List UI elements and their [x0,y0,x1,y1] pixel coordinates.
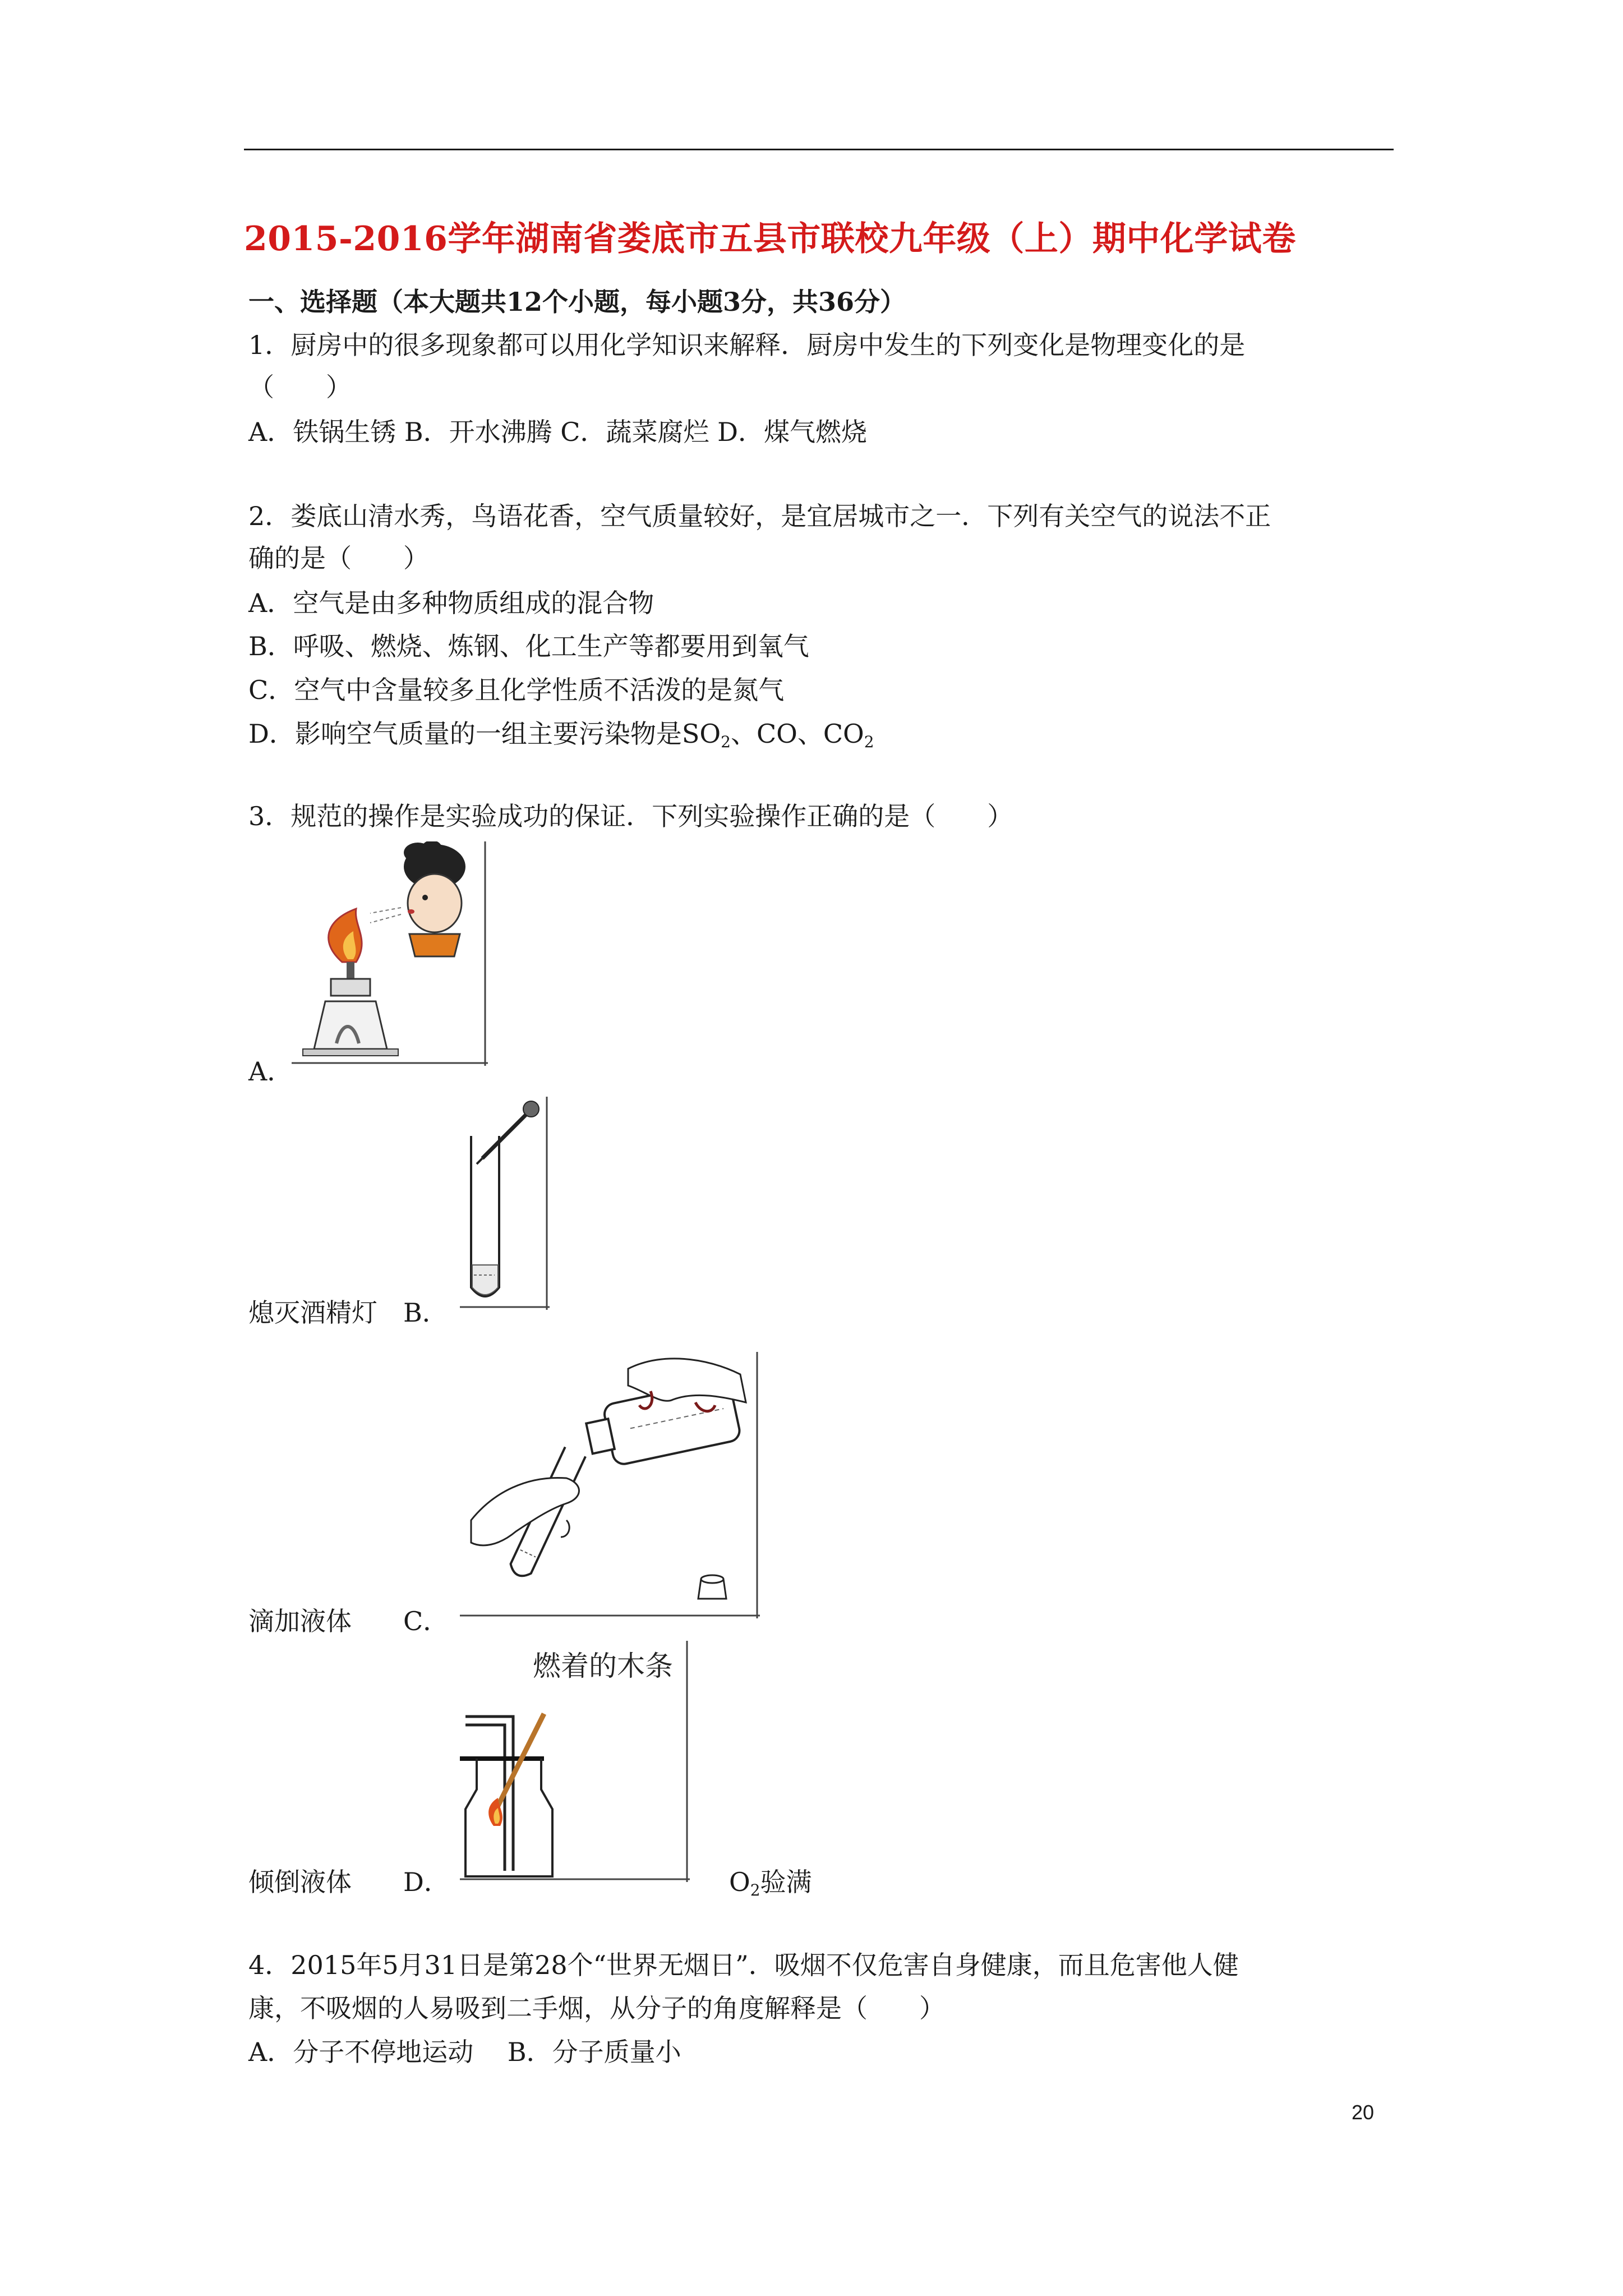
q3-caption-b: 滴加液体 [248,1606,352,1636]
q3-stem: 3．规范的操作是实验成功的保证．下列实验操作正确的是（ ） [248,801,1013,831]
q3-caption-a: 熄灭酒精灯 [248,1297,377,1328]
q1-stem-line1: 1．厨房中的很多现象都可以用化学知识来解释．厨房中发生的下列变化是物理变化的是 [248,330,1246,360]
q3-option-b-label: B． [403,1297,448,1328]
q2-stem-line1: 2．娄底山清水秀，鸟语花香，空气质量较好，是宜居城市之一．下列有关空气的说法不正 [248,501,1271,531]
q2-option-d [248,717,874,759]
q3-caption-d-sub: 2 [750,1881,760,1899]
q2-stem-line2: 确的是（ ） [248,543,429,573]
figure-a-blowing-lamp [292,841,488,1066]
q2-option-b: B．呼吸、燃烧、炼钢、化工生产等都要用到氧气 [248,631,809,661]
q3-option-d-label: D． [403,1867,450,1897]
q3-option-a-label: A． [248,1056,293,1087]
q3-caption-d-prefix: O [729,1867,750,1897]
header-rule [244,149,1394,150]
figure-b-dropping-liquid [460,1097,550,1310]
q3-caption-d-suffix: 验满 [760,1867,812,1897]
q1-stem-line2: （ ） [248,372,352,402]
q2-option-d-sub2: 2 [864,733,874,751]
q2-option-d-prefix: D．影响空气质量的一组主要污染物是SO [248,719,721,749]
q3-caption-d [729,1865,812,1907]
q2-option-c: C．空气中含量较多且化学性质不活泼的是氮气 [248,675,785,705]
q4-stem-line2: 康，不吸烟的人易吸到二手烟，从分子的角度解释是（ ） [248,1993,945,2023]
figure-d-label: 燃着的木条 [533,1650,673,1682]
q3-option-c-row [248,1604,449,1638]
q2-option-a: A．空气是由多种物质组成的混合物 [248,588,654,618]
figure-d-oxygen-test [460,1641,690,1882]
section-heading: 一、选择题（本大题共12个小题，每小题3分，共36分） [248,287,906,317]
q4-stem-line1: 4．2015年5月31日是第28个“世界无烟日”．吸烟不仅危害自身健康，而且危害他人健 [248,1950,1239,1980]
q3-option-c-label: C． [403,1606,449,1636]
q2-option-d-mid: 、CO、CO [730,719,864,749]
q3-option-d-row [248,1865,450,1899]
q3-caption-c: 倾倒液体 [248,1867,352,1897]
q2-option-d-sub1: 2 [721,733,731,751]
q3-option-b-row [248,1296,448,1329]
figure-c-pouring-liquid [460,1352,760,1618]
page-number: 20 [1352,2101,1375,2124]
q4-options: A．分子不停地运动 B．分子质量小 [248,2037,681,2067]
q1-options: A．铁锅生锈 B．开水沸腾 C．蔬菜腐烂 D．煤气燃烧 [248,417,867,447]
exam-title: 2015-2016学年湖南省娄底市五县市联校九年级（上）期中化学试卷 [244,219,1296,259]
